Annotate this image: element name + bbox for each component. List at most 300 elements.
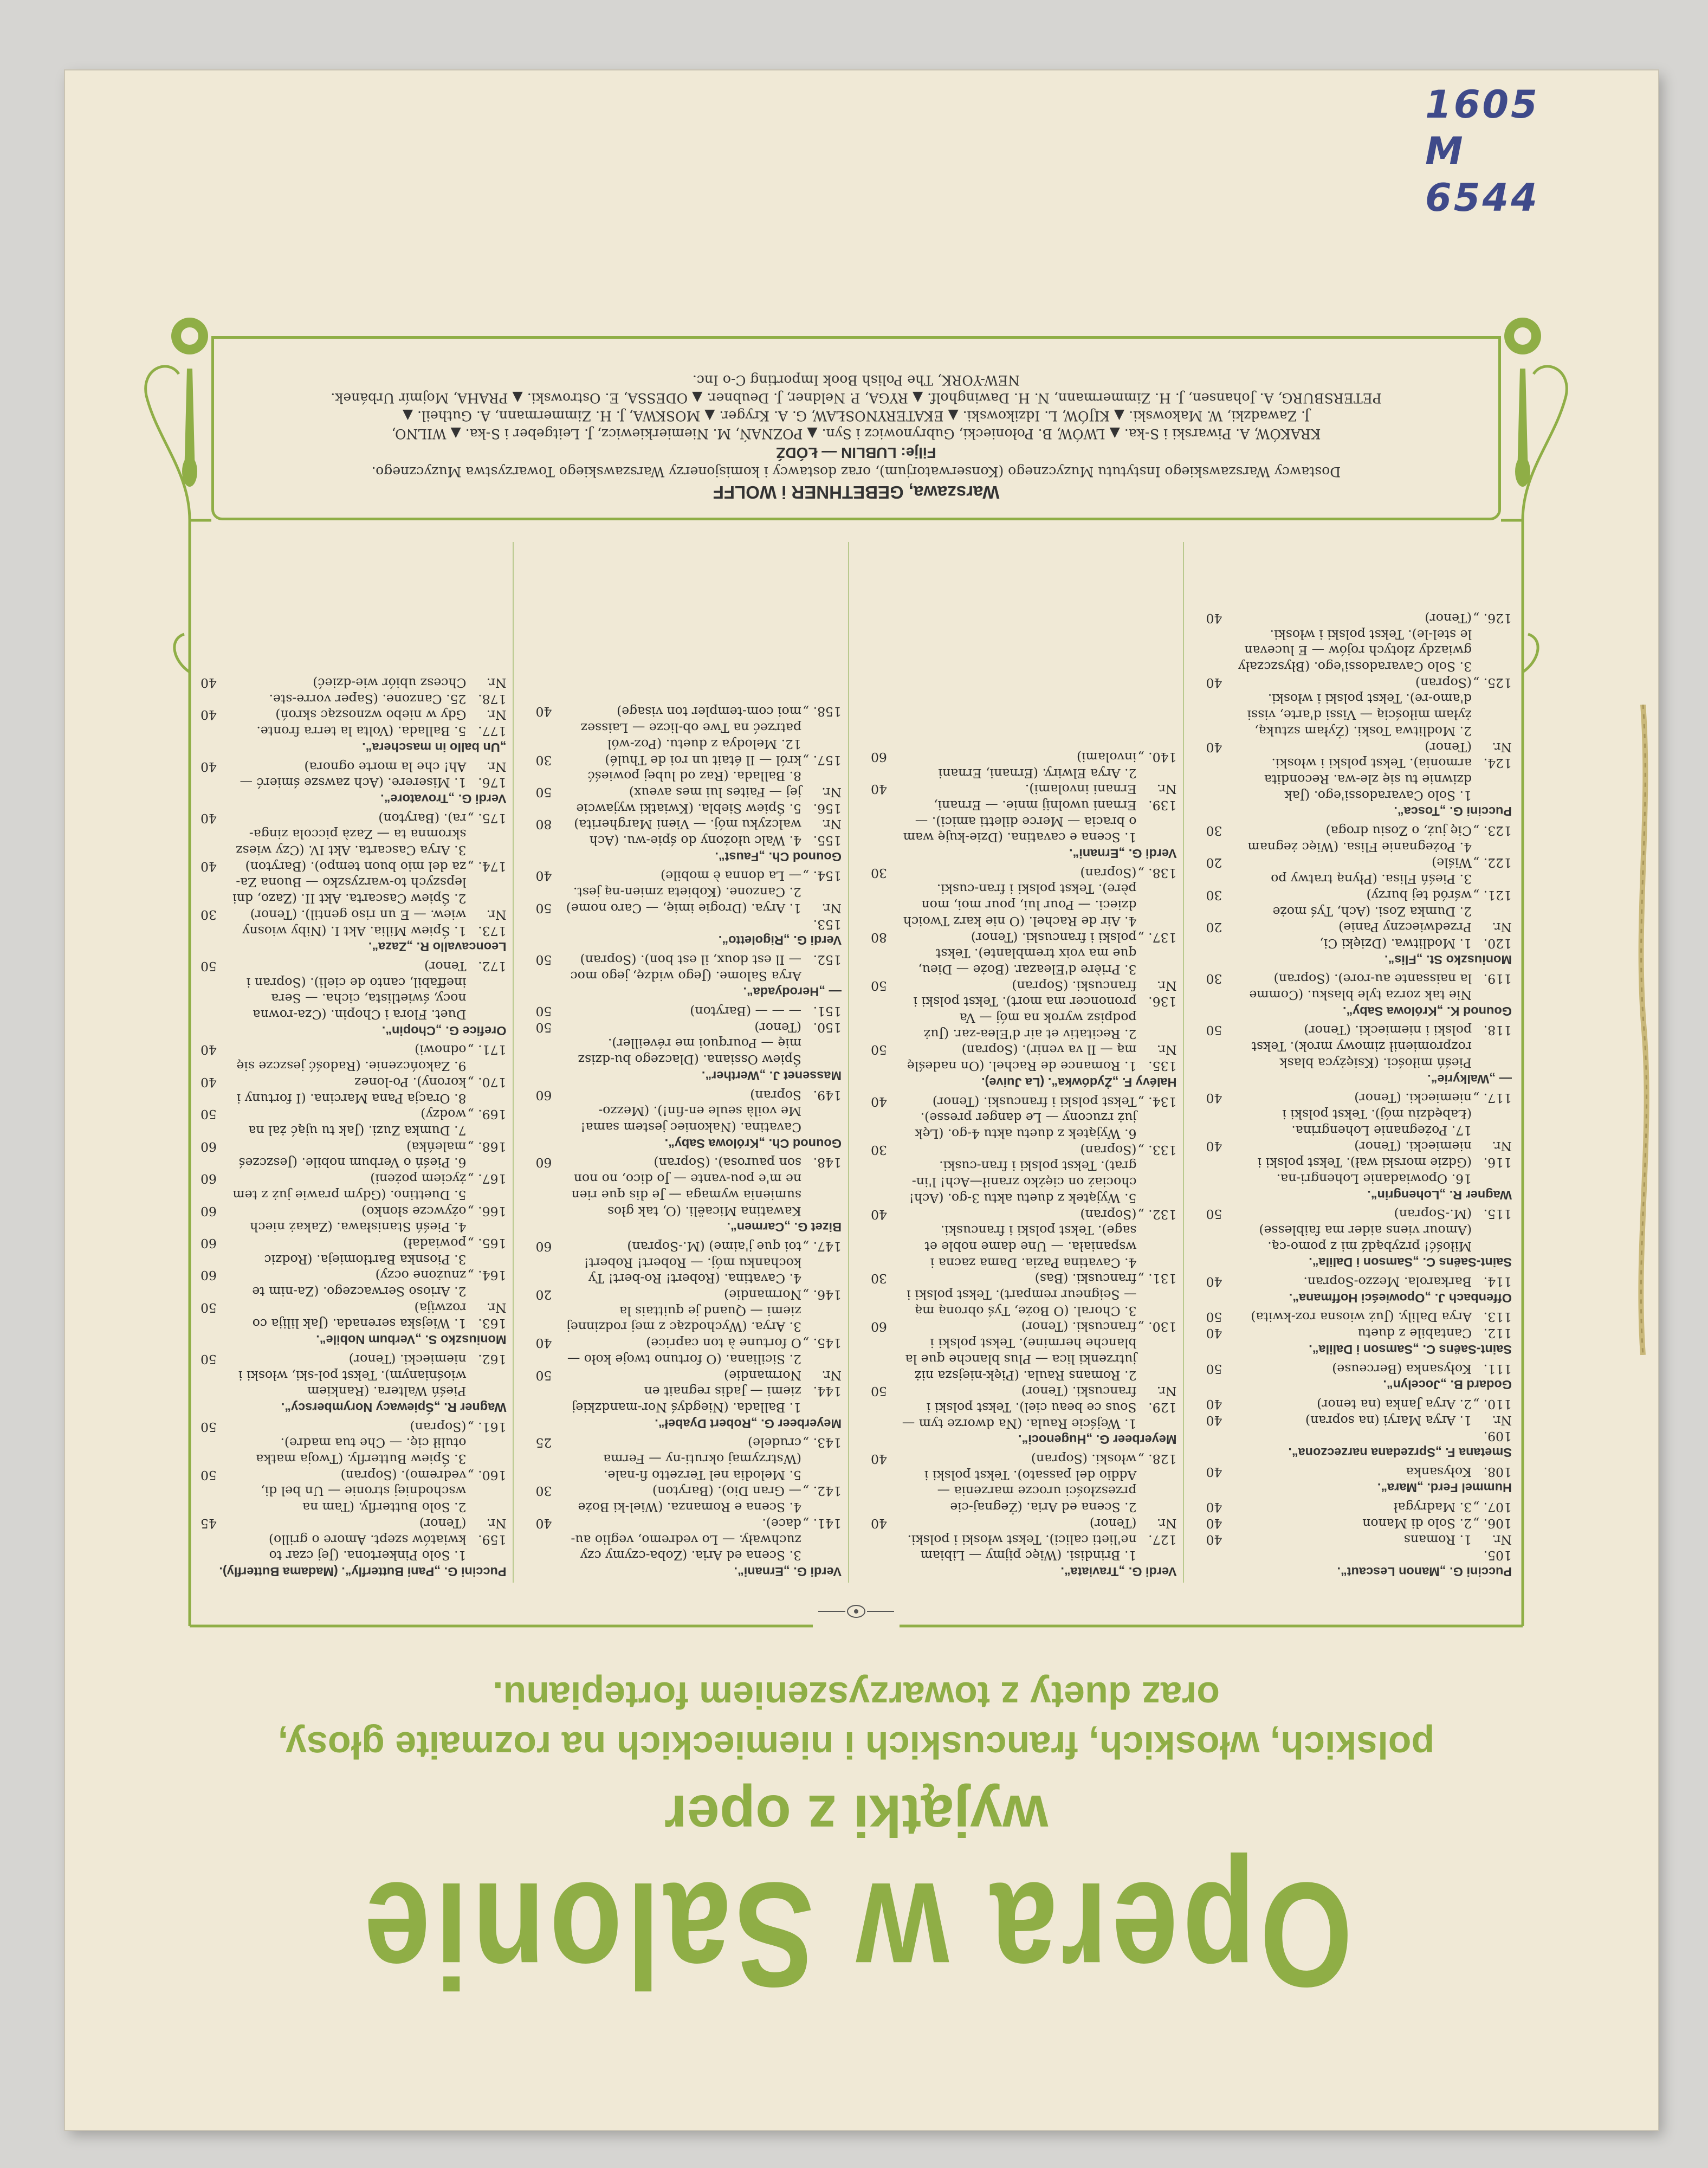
entry-number: 139. Nr. [1148,782,1177,813]
entry-number: 161. „ [467,1419,507,1435]
entry-price: 25 [535,1435,552,1451]
publisher-name: Warszawa, GEBETHNER i WOLFF [713,482,1000,502]
entry-price: 60 [200,1235,217,1251]
composer-heading: „Un ballo in maschera“. [362,740,507,754]
entry-title: 2. Solo di Manon [1362,1515,1472,1531]
entry-number: 106. „ [1473,1515,1512,1531]
catalog-entry [536,1435,842,1483]
entry-price: 40 [1206,610,1222,626]
entry-title: 1. Scena e cavatina. (Dzie-kuję wam o bracia — Merce diletti amici). — Ernani uwolnij mnie. — Ernani, Ernani involami). [903,782,1137,846]
catalog-entry [536,784,842,816]
composer-heading: Saint-Saëns C. „Samson i Dalila“. [1309,1342,1512,1357]
branch-offices: Filje: LUBLIN — ŁÓDŹ [776,444,936,461]
entry-title: 2. Arya Janka (na tenor) [1317,1396,1472,1412]
entry-title: 3. Solo Cavaradossi'ego. (Błyszczały gwiazdy złotych rojów — E lucevan le stel-le). Tekst polski i włoski. (Tenor) [1238,610,1472,675]
catalog-entry [871,781,1177,846]
entry-number: 157. „ [803,752,842,768]
entry-price: 40 [1206,1091,1222,1106]
entry-number: 165. „ [467,1235,507,1251]
entry-price: 30 [1206,823,1222,839]
catalog-entry [200,1418,507,1467]
catalog-entry [200,906,507,938]
entry-number: 110. „ [1473,1396,1512,1412]
entry-price: 40 [200,707,217,723]
catalog-entry [1206,1325,1512,1341]
entry-title: 4. Air de Rachel. (O nie karz Twoich dzieci. — Pour lui, pour moi, mon père). Tekst polski i fran-cuski. (Sopran) [903,865,1137,929]
entry-price: 50 [200,1107,217,1122]
entry-title: 2. Arya Elwiry. (Ernani, Ernani involami) [938,749,1137,781]
catalog-entry [200,1170,507,1202]
entry-title: Barkarola. Mezzo-Sopran. [1303,1274,1472,1290]
entry-price: 30 [871,1271,887,1287]
entry-title: 3. Choral. (O Boże, Tyś obroną mą — Seigneur rempart). Tekst polski i francuski. (Bas) [907,1271,1137,1319]
composer-heading: Puccini G. „Tosca“. [1394,804,1512,819]
entry-number: 107. „ [1473,1500,1512,1515]
entry-title: 2. Scena ed Aria. (Żegnaj-cie przeszłości urocze marzenia — Addio del passato). Tekst polski i włoski. (Sopran) [924,1451,1137,1515]
entry-title: 2. Arioso Serwaczego. (Za-nim te znużone oczy) [252,1268,467,1300]
entry-title: 5. Duettino. (Gdym prawie już z tem życiem pożeni) [232,1171,467,1203]
entry-number: 111. [1483,1361,1512,1377]
catalog-entry [536,1515,842,1563]
entry-price: 40 [1206,1532,1222,1547]
entry-price: 60 [200,1139,217,1154]
entry-price: 40 [1206,1326,1222,1341]
entry-number: 123. „ [1473,823,1512,839]
entry-price: 50 [200,958,217,974]
catalog-entry [536,1483,842,1515]
entry-price: 40 [535,1335,552,1351]
entry-title: 1. Brindisi. (Więc pijmy — Libiam ne'lieti calici). Tekst włoski i polski. (Tenor) [907,1515,1137,1564]
catalog-entry [200,1515,507,1563]
entry-number: 137. „ [1137,930,1177,945]
catalog-entry [200,1267,507,1299]
agents-line-2: J. Zawadzki, W. Makowski. ▲ KIJÓW, L. Idzikowski. ▲ EKATERYNOSŁAW, G. A. Kryger. ▲ MOSKWA, J. H. Zimmermann, A. Gutheil. ▲ [402,408,1310,424]
entry-title: 3. Scena ed Aria. (Zoba-czymy czy zuchwały. — Lo vedremo, veglio au-dace). [571,1515,801,1564]
entry-title: Duet. Flora i Chopin. (Cza-rowna nocy, świetlista, cicha. — Sera ineffabil, canto de cieli). (Sopran i Tenor) [246,958,467,1023]
entry-price: 40 [871,1451,887,1467]
entry-title: 8. Ballada. (Raz od lubej powieść król — Il était un roi de Thulé) [587,752,801,784]
entry-number: 128. „ [1137,1451,1177,1467]
entry-number: 130. „ [1137,1319,1177,1335]
entry-price: 40 [1206,1396,1222,1412]
catalog-entry [200,810,507,858]
entry-price: 50 [200,1419,217,1435]
entry-title: 1. Solo Pinkertona. (Jej czar to kwiatów szept. Amore o grillo) (Tenor) [268,1515,467,1564]
entry-title: 5. Śpiew Siebla. (Kwiatki wyjawcie jej — Faites lui mes aveux) [576,784,801,816]
catalog-entry [536,1367,842,1415]
entry-number: 142. „ [803,1483,842,1499]
catalog-entry [1206,1138,1512,1186]
catalog-column-3 [536,542,850,1583]
catalog-entry [200,1074,507,1106]
catalog-entry [871,864,1177,929]
entry-title: Pieśń Waltera. (Rankiem wiośnianym). Tekst pol-ski, włoski i niemiecki. (Tenor) [238,1351,467,1399]
catalog-entry [1206,1499,1512,1515]
composer-heading: Puccini G. „Pani Butterfly“. (Madama Butterfly). [219,1565,507,1579]
entry-price: 40 [535,1515,552,1531]
entry-price: 40 [1206,739,1222,755]
catalog-entry [200,1467,507,1515]
entry-number: 147. „ [803,1238,842,1254]
entry-price: 60 [200,1203,217,1219]
entry-title: 1. Romans [1403,1532,1472,1547]
entry-price: 50 [535,1367,552,1383]
entry-price: 40 [871,1094,887,1109]
catalog-number-line2: 6544 [1425,176,1539,220]
catalog-column-4 [200,542,514,1583]
entry-price: 40 [1206,675,1222,691]
entry-number: 114. [1483,1274,1512,1290]
entry-price: 30 [871,1142,887,1158]
agents-line-1: KRAKÓW, A. Piwarski i S-ka. ▲ LWÓW, B. Połoniecki, Gubrynowicz i Syn. ▲ POZNAŃ, M. Niemierkiewicz, J. Leitgeber i S-ka. ▲ WILNO, [391,426,1321,442]
catalog-entry [1206,674,1512,739]
entry-price: 50 [871,1384,887,1399]
entry-number: 120. Nr. [1483,920,1512,951]
catalog-entry [1206,822,1512,854]
entry-number: 144. Nr. [813,1367,842,1399]
entry-title: 1. Śpiew Milia. Akt I. (Niby wiosny wiew. — E un riso gentil). (Tenor) [242,907,467,939]
entry-number: 166. „ [467,1203,507,1219]
catalog-entry [1206,1412,1512,1444]
composer-heading: — „Herodyada“. [743,985,842,999]
composer-heading: Wagner R. „Śpiewacy Norymberscy“. [281,1400,507,1415]
entry-title: 1. Miserere. (Ach zawsze śmierć — Ah! che la morte ognora) [240,759,467,791]
entry-title: 8. Oracja Pana Marcina. (I fortuny i korony). Po-lonez [236,1074,467,1106]
composer-heading: Moniuszko S. „Verbum Nobile“. [316,1333,507,1347]
catalog-entry [1206,1531,1512,1563]
entry-title: 1. Wiejska serenada. (Jak lilija co rozwija) [252,1300,467,1332]
catalog-entry [871,1042,1177,1074]
catalog-entry [871,1141,1177,1206]
entry-title: Kołysanka (Berceuse) [1332,1361,1472,1377]
entry-number: 113. [1483,1309,1512,1325]
entry-number: 136. Nr. [1148,978,1177,1010]
catalog-entry [1206,1022,1512,1070]
catalog-entry [536,816,842,848]
entry-title: 16. Opowiadanie Lohengri-na. (Gdzie morski wał). Tekst polski i niemiecki. (Tenor) [1257,1139,1472,1186]
entry-price: 40 [871,1206,887,1222]
entry-title: 4. Pieśń Stanisława. (Zakaż niech ożywcze słonko) [250,1203,467,1235]
entry-title: 1. Modlitwa. (Dzięki Ci, Przedwieczny Panie) [1319,920,1472,951]
entry-number: 138. „ [1137,865,1177,881]
entry-price: 40 [1206,1500,1222,1515]
catalog-entry [200,758,507,790]
entry-number: 176. Nr. [478,759,507,791]
entry-number: 122. „ [1473,855,1512,871]
entry-number: 109. Nr. [1483,1412,1512,1444]
catalog-entry [200,1203,507,1235]
catalog-entry [1206,919,1512,951]
entry-price: 50 [535,952,552,967]
entry-number: 168. „ [467,1139,507,1154]
catalog-entry [200,858,507,906]
entry-title: 2. Modlitwa Toski. (Żyłam sztuką, żyłam miłością — Vissi d'arte, vissi d'amo-re). Tekst polski i włoski. (Sopran) [1247,675,1472,739]
entry-title: Nie tak zorza tyle blasku. (Comme la naissante au-rore). (Sopran) [1249,971,1472,1003]
entry-price: 60 [535,1155,552,1171]
entry-price: 30 [1206,971,1222,987]
entry-price: 40 [535,868,552,884]
entry-price: 50 [200,1300,217,1315]
entry-price: 80 [535,817,552,833]
description-line-2: oraz duety z towarzyszeniem fortepianu. [493,1674,1220,1717]
entry-number: 126. „ [1473,610,1512,626]
entry-price: 50 [535,1020,552,1035]
catalog-entry [1206,610,1512,674]
catalog-entry [1206,887,1512,919]
catalog-entry [536,752,842,784]
entry-title: 9. Zakończenie. (Radość jeszcze się odnowi) [236,1042,467,1074]
entry-price: 30 [535,752,552,768]
entry-number: 129. Nr. [1148,1384,1177,1415]
entry-title: 5. Ballada. (Volta la terra fronte. Gdy w niebo wznosząc skroń) [256,707,467,739]
entry-title: 5. Wyjątek z duetu aktu 3-go. (Ach! chociaż on ciężko zranił—Ach! l'in-grat). Tekst polski i fran-cuski. (Sopran) [909,1142,1137,1206]
entry-number: 131. „ [1137,1271,1177,1287]
catalog-entry [1206,739,1512,803]
entry-price: 50 [535,900,552,916]
entry-number: 132. „ [1137,1206,1177,1222]
catalog-entry [536,1286,842,1334]
catalog-column-1 [1206,542,1512,1583]
entry-title: 1. Arya Maryi (na sopran) [1305,1412,1472,1428]
entry-price: 60 [535,1087,552,1103]
entry-title: 1. Wejście Raula. (Na dworze tym — Sous ce beau ciel). Tekst polski i francuski. (Tenor) [902,1384,1137,1431]
main-title: Opera w Salonie [360,1851,1353,2018]
composer-heading: Gounod Ch. „Faust“. [715,849,842,864]
entry-title: 1. Ballada. (Niegdyś Nor-mandzkiej ziemi — Jadis regnait en Normandie) [572,1367,801,1415]
entry-price: 40 [1206,1139,1222,1154]
agents-line-3: PETERSBURG, A. Johansen, J. H. Zimmermann, N. H. Dawingholf. ▲ RYGA, P. Neldner, J. Deubner. ▲ ODESSA, E. Ostrowski. ▲ PRAHA, Mojmír Urbánek. [331,390,1382,406]
entry-number: 141. „ [803,1515,842,1531]
entry-number: 116. Nr. [1483,1139,1512,1171]
catalog-entry [536,868,842,900]
entry-number: 156. Nr. [813,784,842,816]
composer-heading: Verdi G. „Rigoletto“. [718,933,842,948]
entry-number: 159. Nr. [478,1515,507,1547]
composer-heading: Gounod K. „Królowa Saby“. [1342,1004,1512,1018]
entry-number: 150. [813,1020,842,1035]
entry-price: 60 [871,1319,887,1335]
entry-price: 40 [200,859,217,874]
entry-price: 80 [871,930,887,945]
catalog-entry [200,958,507,1022]
composer-heading: Halévy F. „Żydówka“. (La Juive). [981,1075,1177,1089]
catalog-entry [536,951,842,983]
entry-price: 60 [200,1171,217,1187]
entry-number: 140. „ [1137,749,1177,765]
composer-heading: Puccini G. „Manon Lescaut“. [1337,1565,1512,1579]
catalog-entry [1206,1309,1512,1325]
composer-heading: Meyerbeer G. „Hugenoci“. [1018,1433,1177,1447]
catalog-entry [200,1106,507,1138]
entry-number: 117. „ [1473,1091,1512,1106]
entry-title: — — — (Baryton) [690,1004,801,1020]
entry-number: 133. „ [1137,1142,1177,1158]
catalog-entry [536,1334,842,1366]
entry-title: 3. Piosnka Bartłomieja. (Rodzic powiadał) [264,1235,467,1267]
catalog-entry [871,977,1177,1042]
entry-number: 149. [813,1087,842,1103]
entry-price: 50 [1206,1361,1222,1377]
entry-price: 50 [1206,1206,1222,1222]
description-line-1: polskich, włoskich, francuskich i niemieckich na rozmaite głosy, [277,1724,1435,1766]
entry-price: 40 [1206,1274,1222,1290]
entry-title: Cantabile z duetu [1357,1326,1472,1341]
catalog-entry [871,1093,1177,1141]
entry-title: 25. Canzone. (Saper vorre-ste. Chcesz ubiór wie-dzieć) [269,675,467,707]
entry-title: 2. Recitativ et air d'Elea-zar. (Już podpisz wyrok na mój — Va prononcer ma mort). Tekst polski i francuski. (Sopran) [913,978,1137,1042]
composer-heading: Wagner R. „Lohengrin“. [1367,1188,1512,1202]
entry-price: 40 [200,1042,217,1058]
catalog-entry [536,1154,842,1219]
entry-number: 151. [813,1004,842,1020]
agents-list [284,389,1428,443]
entry-title: 6. Pieśń o Verbum nobile. (Jeszcześ maleńka) [238,1139,467,1171]
entry-number: 174. „ [467,859,507,874]
entry-title: 6. Wyjątek z duetu aktu 4-go. (Lęk już rzucony — Le danger presse). Tekst polski i francuski. (Tenor) [915,1094,1137,1142]
catalog-entry [871,1450,1177,1515]
entry-price: 40 [200,675,217,691]
entry-title: 2. Siciliana. (O fortuno twoje koło — O fortune à ton caprice) [567,1335,801,1367]
catalog-entry [871,1515,1177,1563]
entry-price: 30 [535,1483,552,1499]
catalog-entry [1206,855,1512,887]
entry-number: 152. [813,952,842,967]
entry-price: 50 [535,784,552,800]
entry-price: 50 [871,1042,887,1058]
entry-number: 158. „ [803,704,842,720]
entry-price: 50 [1206,1309,1222,1325]
composer-heading: Verdi G. „Trovatore“. [380,791,507,806]
entry-price: 50 [1206,1023,1222,1038]
entry-title: 3. Arya. (Wychodząc z mej rodzinnej ziemi — Quand je quittais la Normandie) [566,1287,801,1335]
entry-number: 178. Nr. [478,675,507,707]
entry-title: 4. Cavatina Pazia. Dama zacna i wspaniała. — Une dame noble et sage). Tekst polski i francuski. (Sopran) [924,1206,1137,1270]
entry-number: 112. [1483,1326,1512,1341]
catalog-column-2 [871,542,1185,1583]
entry-price: 60 [535,1238,552,1254]
entry-price: 20 [1206,920,1222,935]
catalog-entry [871,929,1177,977]
entry-title: 3. Śpiew Butterfly. (Twoja matka otulił cię. — Che tua madre). (Sopran) [256,1419,467,1467]
catalog-entry [1206,1463,1512,1480]
composer-heading: Godard B. „Jocelyn“. [1383,1378,1512,1392]
catalog-entry [536,704,842,752]
composer-heading: Meyerbeer G. „Robert Dyabeł“. [655,1416,842,1431]
entry-number: 105. Nr. [1483,1532,1512,1564]
entry-title: 4. Cavatina. (Robert! Ro-bert! Ty kochanku mój. — Robert! Robert! toi que j'aime) (M.-Sopran) [584,1238,801,1287]
entry-price: 45 [200,1515,217,1531]
entry-number: 119. [1483,971,1512,987]
publisher-imprint [211,336,1501,520]
entry-title: 4. Walc ułożony do śpie-wu. (Ach walczyku mój. — Vieni Margherita) [574,817,801,849]
entry-number: 164. „ [467,1268,507,1283]
entry-price: 60 [200,1268,217,1283]
entry-price: 50 [200,1467,217,1483]
entry-price: 40 [1206,1412,1222,1428]
composer-heading: Hummel Ferd. „Mara“. [1377,1481,1512,1495]
catalog-entry [871,1319,1177,1383]
composer-heading: Saint-Saëns C. „Samson i Dalila“. [1309,1255,1512,1270]
entry-price: 40 [871,1515,887,1531]
entry-number: 115. [1483,1206,1512,1222]
catalog-entry [1206,971,1512,1003]
catalog-entry [200,674,507,706]
entry-price: 40 [535,704,552,720]
catalog-entry [871,1270,1177,1319]
composer-heading: Smetana F. „Sprzedana narzeczona“. [1288,1446,1512,1460]
catalog-entry [536,1087,842,1135]
entry-title: 3. Madrygał [1393,1500,1472,1515]
entry-price: 40 [200,759,217,775]
entry-price: 40 [200,1074,217,1090]
entry-price: 30 [200,907,217,922]
upside-down-page [125,173,1588,2027]
entry-price: 20 [1206,855,1222,871]
composer-heading: Massenet J. „Werther“. [701,1068,842,1083]
entry-price: 50 [871,978,887,993]
composer-heading: Verdi G. „Ernani“. [734,1565,842,1579]
catalog-entry [536,1019,842,1067]
entry-number: 163. Nr. [478,1300,507,1332]
entry-title: Miłość! przybądź mi z pomo-cą. (Amour viens aider ma faiblesse) (M.-Sopran) [1259,1206,1472,1254]
entry-title: 3. Prière d'Eleazar. (Boże — Dieu, que ma voix tremblante). Tekst polski i francuski. (Tenor) [918,930,1137,977]
composer-heading: Leoncavallo R. „Zaza“. [368,940,507,954]
catalog-entry [200,1299,507,1331]
divider-ornament [818,1602,894,1621]
title-block [125,1670,1588,2018]
entry-price: 30 [1206,887,1222,903]
entry-number: 148. [813,1155,842,1171]
catalog-entry [536,1003,842,1019]
entry-number: 134. „ [1137,1094,1177,1109]
catalog-entry [1206,1273,1512,1289]
entry-title: Pieśń miłości. (Księżyca blask rozpromienił zimowy mrok). Tekst polski i niemiecki. (Tenor) [1251,1023,1472,1070]
entry-number: 127. Nr. [1148,1515,1177,1547]
composer-heading: Verdi G. „Ernani“. [1069,847,1177,861]
catalog-entry [871,1206,1177,1270]
entry-number: 125. „ [1473,675,1512,691]
entry-title: 4. Scena e Romanza. (Wiel-ki Boże — Gran Dio). (Baryton) [578,1483,801,1515]
entry-number: 170. „ [467,1074,507,1090]
entry-number: 135. Nr. [1148,1042,1177,1074]
subtitle: wyjątki z oper [664,1783,1049,1849]
entry-number: 167. „ [467,1171,507,1187]
entry-title: 12. Melodya z duetu. (Poz-wól patrzeć na Twe ob-licze — Laissez moi com-templer ton visage) [580,704,801,752]
entry-title: 17. Pożegnanie Lohengrina. (Łabędziu mój). Tekst polski i niemiecki. (Tenor) [1282,1091,1472,1138]
entry-price: 40 [1206,1464,1222,1480]
composer-heading: Gounod Ch. „Królowa Saby“. [664,1136,842,1151]
entry-title: 2. Dumka Zosi. (Ach, Tyś może wśród tej burzy) [1272,887,1472,919]
entry-number: 153. Nr. [813,900,842,932]
entry-title: 2. Romans Raula. (Pięk-niejsza niż jutrzenki lica — Plus blanche que la blanche hermine). Tekst polski i francuski. (Tenor) [905,1319,1137,1383]
composer-heading: — „Walkyrie“. [1427,1072,1512,1086]
entry-title: 1. Solo Cavaradossi'ego. (Jak dziwnie tu się zle-wa. Recondita armonia). Tekst polski i włoski. (Tenor) [1264,739,1472,803]
entry-number: 154. „ [803,868,842,884]
composer-heading: Offenbach J. „Opowieści Hoffmana“. [1289,1291,1512,1305]
entry-number: 108. [1483,1464,1512,1480]
composer-heading: Bizet G. „Carmen“. [727,1220,842,1235]
catalog-entry [200,707,507,739]
catalog-entry [871,1383,1177,1431]
entry-title: Śpiew Ossiana. (Dlaczego bu-dzisz mię — Pourquoi me réveiller). (Tenor) [578,1020,801,1068]
entry-number: 124. Nr. [1483,739,1512,771]
catalog-entry [536,1238,842,1286]
entry-title: 5. Melodia nel Terzetto fi-nale. (Wstrzymaj okruti-ny — Ferma crudele) [603,1435,801,1483]
catalog-entry [871,749,1177,780]
entry-number: 171. „ [467,1042,507,1058]
catalog-entry [200,1138,507,1170]
entry-number: 118. [1483,1023,1512,1038]
